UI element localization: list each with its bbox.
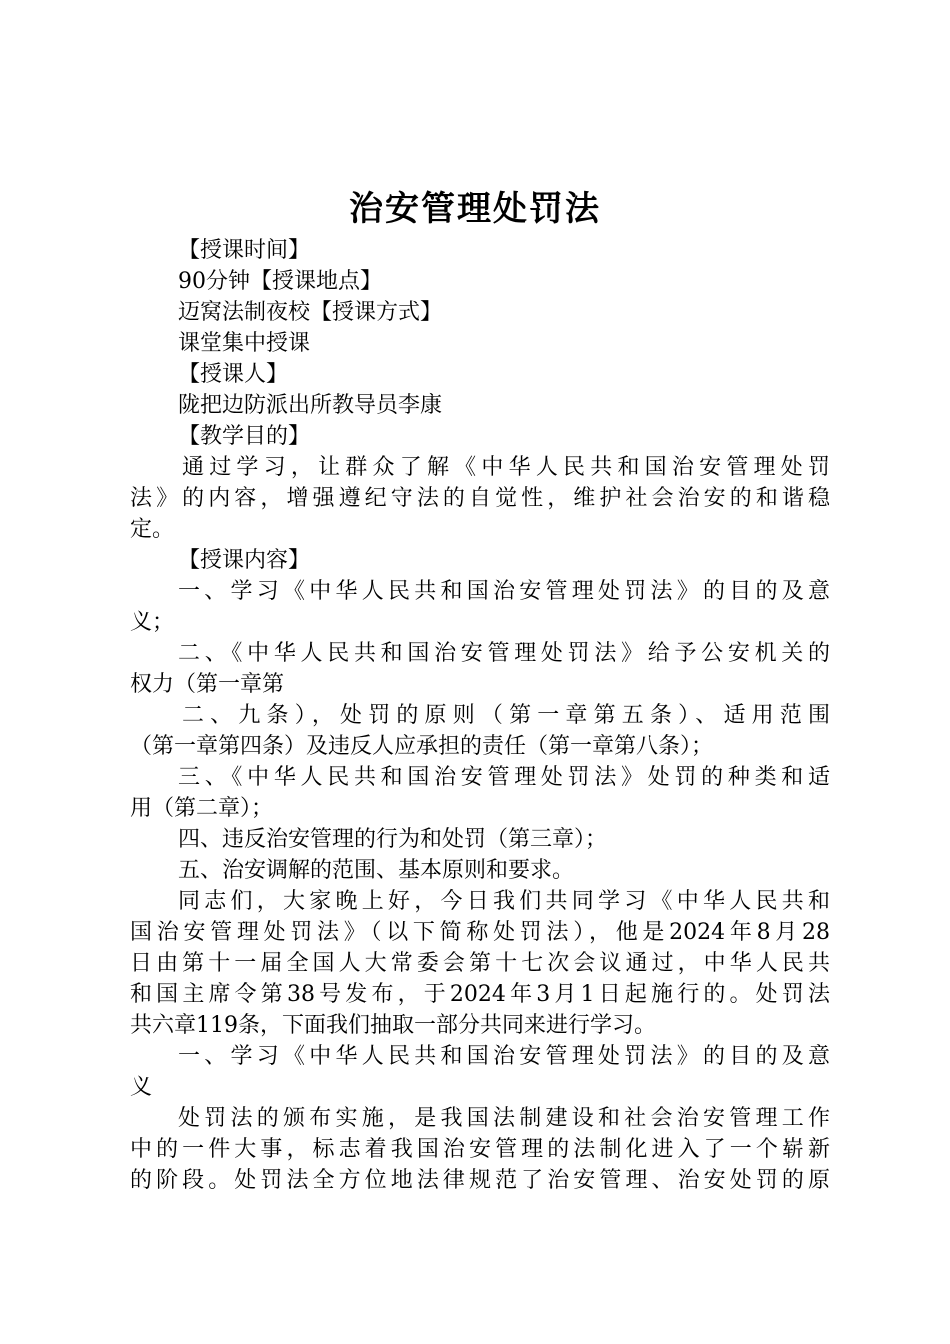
header-line: 【教学目的】 — [178, 424, 311, 449]
document-body — [130, 235, 830, 1196]
intro-line: 国治安管理处罚法》（以下简称处罚法），他是2024年8月28 — [130, 920, 830, 945]
intro-line: 日由第十一届全国人大常委会第十七次会议通过，中华人民共 — [130, 951, 830, 976]
purpose-line: 定。 — [130, 517, 175, 542]
intro-line: 共六章119条，下面我们抽取一部分共同来进行学习。 — [130, 1013, 656, 1038]
header-line: 90分钟【授课地点】 — [178, 269, 382, 294]
content-line: 二、九条），处罚的原则（第一章第五条）、适用范围 — [182, 703, 830, 728]
document-title: 治安管理处罚法 — [349, 189, 601, 229]
content-line: 一、学习《中华人民共和国治安管理处罚法》的目的及意 — [178, 579, 830, 604]
section-line: 一、学习《中华人民共和国治安管理处罚法》的目的及意 — [178, 1044, 830, 1069]
content-line: 用（第二章）； — [130, 796, 274, 821]
header-line: 【授课时间】 — [178, 238, 311, 263]
header-line: 【授课人】 — [178, 362, 289, 387]
content-line: 三、《中华人民共和国治安管理处罚法》处罚的种类和适 — [178, 765, 830, 790]
header-line: 陇把边防派出所教导员李康 — [178, 393, 443, 418]
purpose-line: 通过学习，让群众了解《中华人民共和国治安管理处罚 — [182, 455, 830, 480]
intro-line: 和国主席令第38号发布，于2024年3月1日起施行的。处罚法 — [130, 982, 830, 1007]
content-line: （第一章第四条）及违反人应承担的责任（第一章第八条）； — [130, 734, 714, 759]
content-line: 权力（第一章第 — [130, 672, 285, 697]
section-line: 义 — [130, 1075, 153, 1100]
content-heading: 【授课内容】 — [178, 548, 311, 573]
content-line: 四、违反治安管理的行为和处罚（第三章）； — [178, 827, 608, 852]
closing-line: 处罚法的颁布实施，是我国法制建设和社会治安管理工作 — [178, 1106, 830, 1131]
purpose-line: 法》的内容，增强遵纪守法的自觉性，维护社会治安的和谐稳 — [130, 486, 830, 511]
content-line: 义； — [130, 610, 175, 635]
closing-line: 中的一件大事，标志着我国治安管理的法制化进入了一个崭新 — [130, 1137, 830, 1162]
content-line: 二、《中华人民共和国治安管理处罚法》给予公安机关的 — [178, 641, 830, 666]
header-line: 迈窝法制夜校【授课方式】 — [178, 300, 443, 325]
content-line: 五、治安调解的范围、基本原则和要求。 — [178, 858, 575, 883]
closing-line: 的阶段。处罚法全方位地法律规范了治安管理、治安处罚的原 — [130, 1168, 830, 1193]
header-line: 课堂集中授课 — [178, 331, 311, 356]
intro-line: 同志们，大家晚上好，今日我们共同学习《中华人民共和 — [178, 889, 830, 914]
